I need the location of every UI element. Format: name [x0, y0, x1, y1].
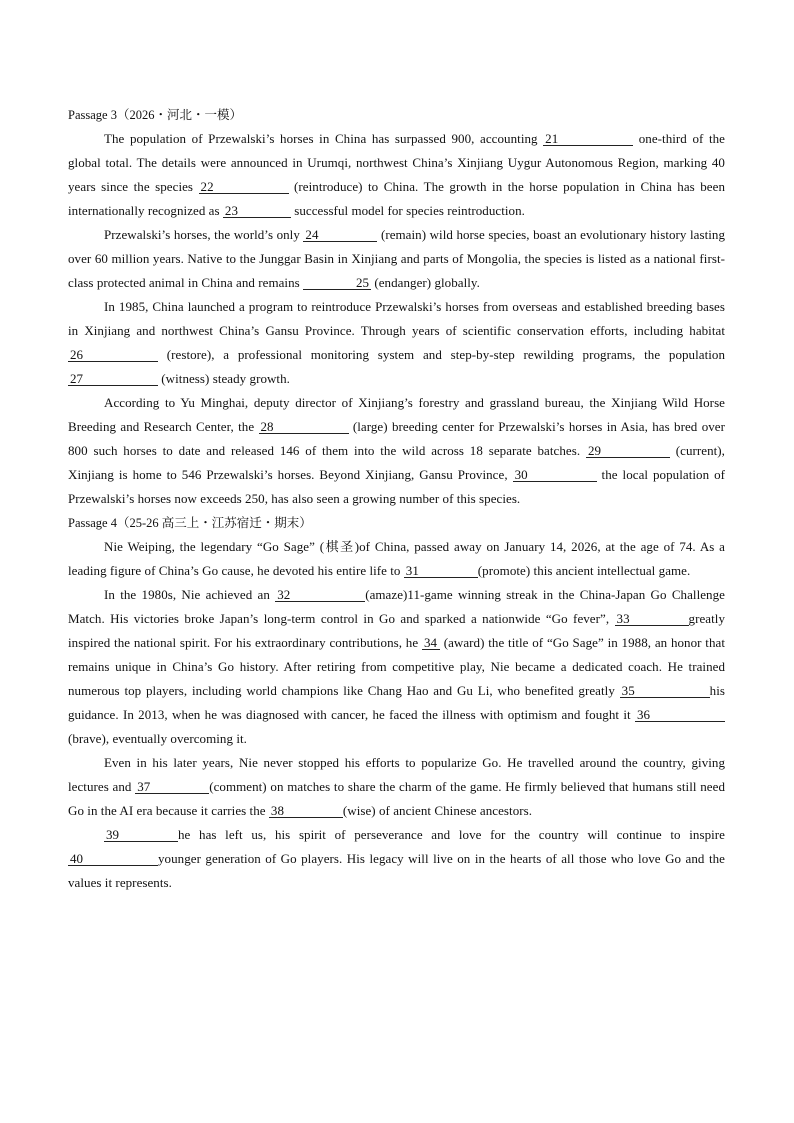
text: (promote) this ancient intellectual game.: [477, 563, 691, 578]
blank-23[interactable]: 23: [223, 204, 291, 218]
blank-39[interactable]: 39: [104, 828, 178, 842]
passage-3-paragraph-2: [68, 223, 725, 295]
blank-25[interactable]: 25: [303, 276, 371, 290]
blank-38[interactable]: 38: [269, 804, 343, 818]
text: The population of Przewalski’s horses in China has surpassed 900, accounting: [104, 131, 544, 146]
text: (endanger) globally.: [371, 275, 480, 290]
text: (wise) of ancient Chinese ancestors.: [342, 803, 533, 818]
blank-34[interactable]: 34: [422, 636, 440, 650]
text: (reintroduce) to China. The growth in the horse population in China has been internationally recognized as: [68, 179, 725, 218]
passage-3-paragraph-3: [68, 295, 725, 391]
text: (large) breeding center for Przewalski’s horses in Asia, has bred over 800 such horses to date and released 146 of them into the wild across 18 separate batches.: [68, 419, 725, 458]
text: the local population of Przewalski’s horses now exceeds 250, has also seen a growing number of this species.: [68, 467, 726, 506]
passage-4-paragraph-3: [68, 751, 725, 823]
text: (remain) wild horse species, boast an evolutionary history lasting over 60 million years. Native to the Junggar Basin in Xinjiang and parts of Mongolia, the species is listed as a national first-class protected animal in China and remains: [68, 227, 725, 290]
text: (amaze)11-game winning streak in the China-Japan Go Challenge Match. His victories broke Japan’s long-term control in Go and sparked a nationwide “Go fever”,: [68, 587, 725, 626]
blank-24[interactable]: 24: [303, 228, 377, 242]
text: his guidance. In 2013, when he was diagnosed with cancer, he faced the illness with optimism and fought it: [68, 683, 725, 722]
blank-33[interactable]: 33: [615, 612, 689, 626]
text: successful model for species reintroduction.: [290, 203, 525, 218]
blank-30[interactable]: 30: [513, 468, 597, 482]
blank-32[interactable]: 32: [275, 588, 365, 602]
text: he has left us, his spirit of perseverance and love for the country will continue to inspire: [178, 827, 725, 842]
blank-31[interactable]: 31: [404, 564, 478, 578]
text: one-third of the global total. The details were announced in Urumqi, northwest China’s Xinjiang Uygur Autonomous Region, marking 40 years since the species: [68, 131, 725, 194]
passage-4-paragraph-4: [68, 823, 725, 895]
text: (witness) steady growth.: [158, 371, 290, 386]
worksheet-page: [68, 103, 725, 895]
blank-35[interactable]: 35: [620, 684, 710, 698]
blank-28[interactable]: 28: [259, 420, 349, 434]
text: (current), Xinjiang is home to 546 Przewalski’s horses. Beyond Xinjiang, Gansu Province,: [68, 443, 725, 482]
blank-37[interactable]: 37: [135, 780, 209, 794]
blank-26[interactable]: 26: [68, 348, 158, 362]
text: In the 1980s, Nie achieved an: [104, 587, 276, 602]
blank-27[interactable]: 27: [68, 372, 158, 386]
passage-4-heading: Passage 4（25-26 高三上・江苏宿迁・期末）: [68, 516, 312, 530]
text: Przewalski’s horses, the world’s only: [104, 227, 304, 242]
text: (restore), a professional monitoring system and step-by-step rewilding programs, the population: [158, 347, 725, 362]
passage-3-paragraph-1: [68, 127, 725, 223]
passage-3-heading: Passage 3（2026・河北・一模）: [68, 108, 242, 122]
passage-3-paragraph-4: [68, 391, 725, 511]
text: (comment) on matches to share the charm of the game. He firmly believed that humans still need Go in the AI era because it carries the: [68, 779, 726, 818]
text: In 1985, China launched a program to reintroduce Przewalski’s horses from overseas and established breeding bases in Xinjiang and northwest China’s Gansu Province. Through years of scientific conservation efforts, including habitat: [68, 299, 725, 338]
text: Even in his later years, Nie never stopped his efforts to popularize Go. He travelled around the country, giving lectures and: [68, 755, 725, 794]
blank-36[interactable]: 36: [635, 708, 725, 722]
blank-22[interactable]: 22: [199, 180, 289, 194]
blank-40[interactable]: 40: [68, 852, 158, 866]
text: (brave), eventually overcoming it.: [68, 731, 247, 746]
text: Nie Weiping, the legendary “Go Sage” (棋圣)of China, passed away on January 14, 2026, at the age of 74. As a leading figure of China’s Go cause, he devoted his entire life to: [68, 539, 725, 578]
text: greatly inspired the national spirit. For his extraordinary contributions, he: [68, 611, 725, 650]
text: younger generation of Go players. His legacy will live on in the hearts of all those who love Go and the values it represents.: [68, 851, 725, 890]
text: (award) the title of “Go Sage” in 1988, an honor that remains unique in China’s Go history. After retiring from competitive play, Nie became a dedicated coach. He trained numerous top players, including world champions like Chang Hao and Gu Li, who benefited greatly: [68, 635, 725, 698]
passage-4-paragraph-2: [68, 583, 725, 751]
blank-29[interactable]: 29: [586, 444, 670, 458]
passage-4-paragraph-1: [68, 535, 725, 583]
text: According to Yu Minghai, deputy director of Xinjiang’s forestry and grassland bureau, the Xinjiang Wild Horse Breeding and Research Center, the: [68, 395, 725, 434]
blank-21[interactable]: 21: [543, 132, 633, 146]
